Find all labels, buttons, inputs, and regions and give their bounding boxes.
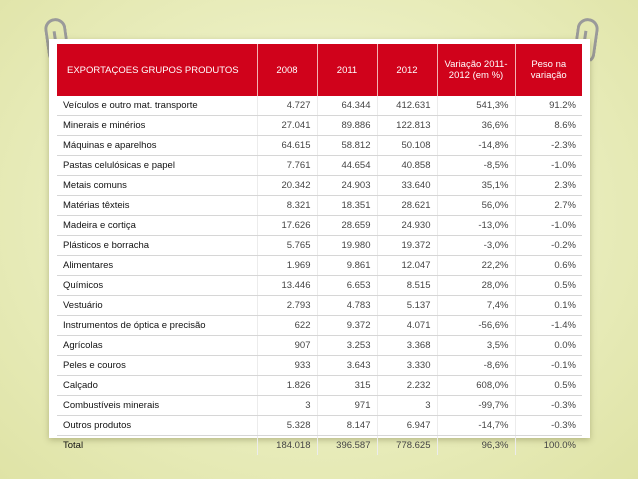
value-2008: 1.969 [257,256,317,276]
value-2008: 622 [257,316,317,336]
table-row [57,416,582,436]
value-2012: 3.330 [377,356,437,376]
variation: 28,0% [437,276,515,296]
value-2012: 40.858 [377,156,437,176]
header-variation: Variação 2011-2012 (em %) [437,44,515,96]
value-2008: 907 [257,336,317,356]
product-name: Madeira e cortiça [57,216,257,236]
value-2012: 8.515 [377,276,437,296]
table-row [57,256,582,276]
weight: 0.6% [515,256,582,276]
value-2011: 4.783 [317,296,377,316]
weight: 2.3% [515,176,582,196]
value-2008: 184.018 [257,436,317,456]
value-2012: 33.640 [377,176,437,196]
weight: 0.5% [515,276,582,296]
variation: 3,5% [437,336,515,356]
variation: -99,7% [437,396,515,416]
product-name: Agrícolas [57,336,257,356]
table-row [57,136,582,156]
table-card [49,39,590,451]
table-row [57,116,582,136]
product-name: Veículos e outro mat. transporte [57,96,257,116]
variation: 608,0% [437,376,515,396]
total-row [57,436,582,456]
value-2011: 64.344 [317,96,377,116]
value-2008: 3 [257,396,317,416]
weight: -2.3% [515,136,582,156]
product-name: Vestuário [57,296,257,316]
product-name: Minerais e minérios [57,116,257,136]
value-2008: 5.328 [257,416,317,436]
variation: 96,3% [437,436,515,456]
value-2011: 28.659 [317,216,377,236]
table-row [57,276,582,296]
header-weight: Peso na variação [515,44,582,96]
product-name: Calçado [57,376,257,396]
value-2011: 9.861 [317,256,377,276]
value-2012: 24.930 [377,216,437,236]
value-2008: 20.342 [257,176,317,196]
product-name: Químicos [57,276,257,296]
weight: -0.3% [515,416,582,436]
weight: -0.3% [515,396,582,416]
header-2008: 2008 [257,44,317,96]
value-2011: 8.147 [317,416,377,436]
product-name: Matérias têxteis [57,196,257,216]
variation: -8,6% [437,356,515,376]
value-2012: 5.137 [377,296,437,316]
value-2008: 5.765 [257,236,317,256]
value-2008: 1.826 [257,376,317,396]
value-2011: 58.812 [317,136,377,156]
product-name: Alimentares [57,256,257,276]
header-2012: 2012 [377,44,437,96]
value-2011: 6.653 [317,276,377,296]
value-2012: 122.813 [377,116,437,136]
table-row [57,296,582,316]
table-row [57,396,582,416]
table-header-row [57,44,582,96]
value-2012: 19.372 [377,236,437,256]
value-2008: 17.626 [257,216,317,236]
weight: -1.4% [515,316,582,336]
weight: 0.0% [515,336,582,356]
table-row [57,236,582,256]
header-product-groups: EXPORTAÇOES GRUPOS PRODUTOS [57,44,257,96]
product-name: Máquinas e aparelhos [57,136,257,156]
product-name: Metais comuns [57,176,257,196]
variation: -56,6% [437,316,515,336]
value-2011: 3.253 [317,336,377,356]
product-name: Combustíveis minerais [57,396,257,416]
value-2012: 12.047 [377,256,437,276]
table-row [57,176,582,196]
product-name: Total [57,436,257,456]
weight: -0.2% [515,236,582,256]
variation: 22,2% [437,256,515,276]
variation: 7,4% [437,296,515,316]
product-name: Pastas celulósicas e papel [57,156,257,176]
value-2008: 7.761 [257,156,317,176]
value-2011: 315 [317,376,377,396]
value-2011: 9.372 [317,316,377,336]
variation: 35,1% [437,176,515,196]
product-name: Instrumentos de óptica e precisão [57,316,257,336]
weight: -1.0% [515,156,582,176]
table-row [57,376,582,396]
exports-table [57,44,582,455]
variation: -14,7% [437,416,515,436]
weight: 0.5% [515,376,582,396]
value-2012: 412.631 [377,96,437,116]
value-2011: 971 [317,396,377,416]
value-2011: 18.351 [317,196,377,216]
variation: 56,0% [437,196,515,216]
weight: 8.6% [515,116,582,136]
variation: 541,3% [437,96,515,116]
value-2008: 64.615 [257,136,317,156]
value-2012: 6.947 [377,416,437,436]
table-row [57,156,582,176]
header-2011: 2011 [317,44,377,96]
variation: -8,5% [437,156,515,176]
product-name: Outros produtos [57,416,257,436]
variation: -14,8% [437,136,515,156]
value-2011: 24.903 [317,176,377,196]
value-2012: 28.621 [377,196,437,216]
weight: -0.1% [515,356,582,376]
value-2011: 3.643 [317,356,377,376]
variation: 36,6% [437,116,515,136]
variation: -13,0% [437,216,515,236]
table-row [57,216,582,236]
value-2012: 3 [377,396,437,416]
product-name: Plásticos e borracha [57,236,257,256]
weight: 0.1% [515,296,582,316]
value-2008: 13.446 [257,276,317,296]
table-row [57,196,582,216]
weight: 2.7% [515,196,582,216]
weight: 100.0% [543,440,576,451]
value-2008: 4.727 [257,96,317,116]
table-row [57,356,582,376]
value-2011: 44.654 [317,156,377,176]
value-2008: 27.041 [257,116,317,136]
table-row [57,96,582,116]
weight: 91.2% [515,96,582,116]
value-2008: 2.793 [257,296,317,316]
weight: -1.0% [515,216,582,236]
product-name: Peles e couros [57,356,257,376]
value-2012: 778.625 [377,436,437,456]
value-2012: 2.232 [377,376,437,396]
value-2008: 8.321 [257,196,317,216]
value-2012: 50.108 [377,136,437,156]
value-2011: 19.980 [317,236,377,256]
value-2011: 89.886 [317,116,377,136]
value-2008: 933 [257,356,317,376]
value-2012: 3.368 [377,336,437,356]
table-row [57,336,582,356]
variation: -3,0% [437,236,515,256]
value-2012: 4.071 [377,316,437,336]
table-row [57,316,582,336]
value-2011: 396.587 [317,436,377,456]
